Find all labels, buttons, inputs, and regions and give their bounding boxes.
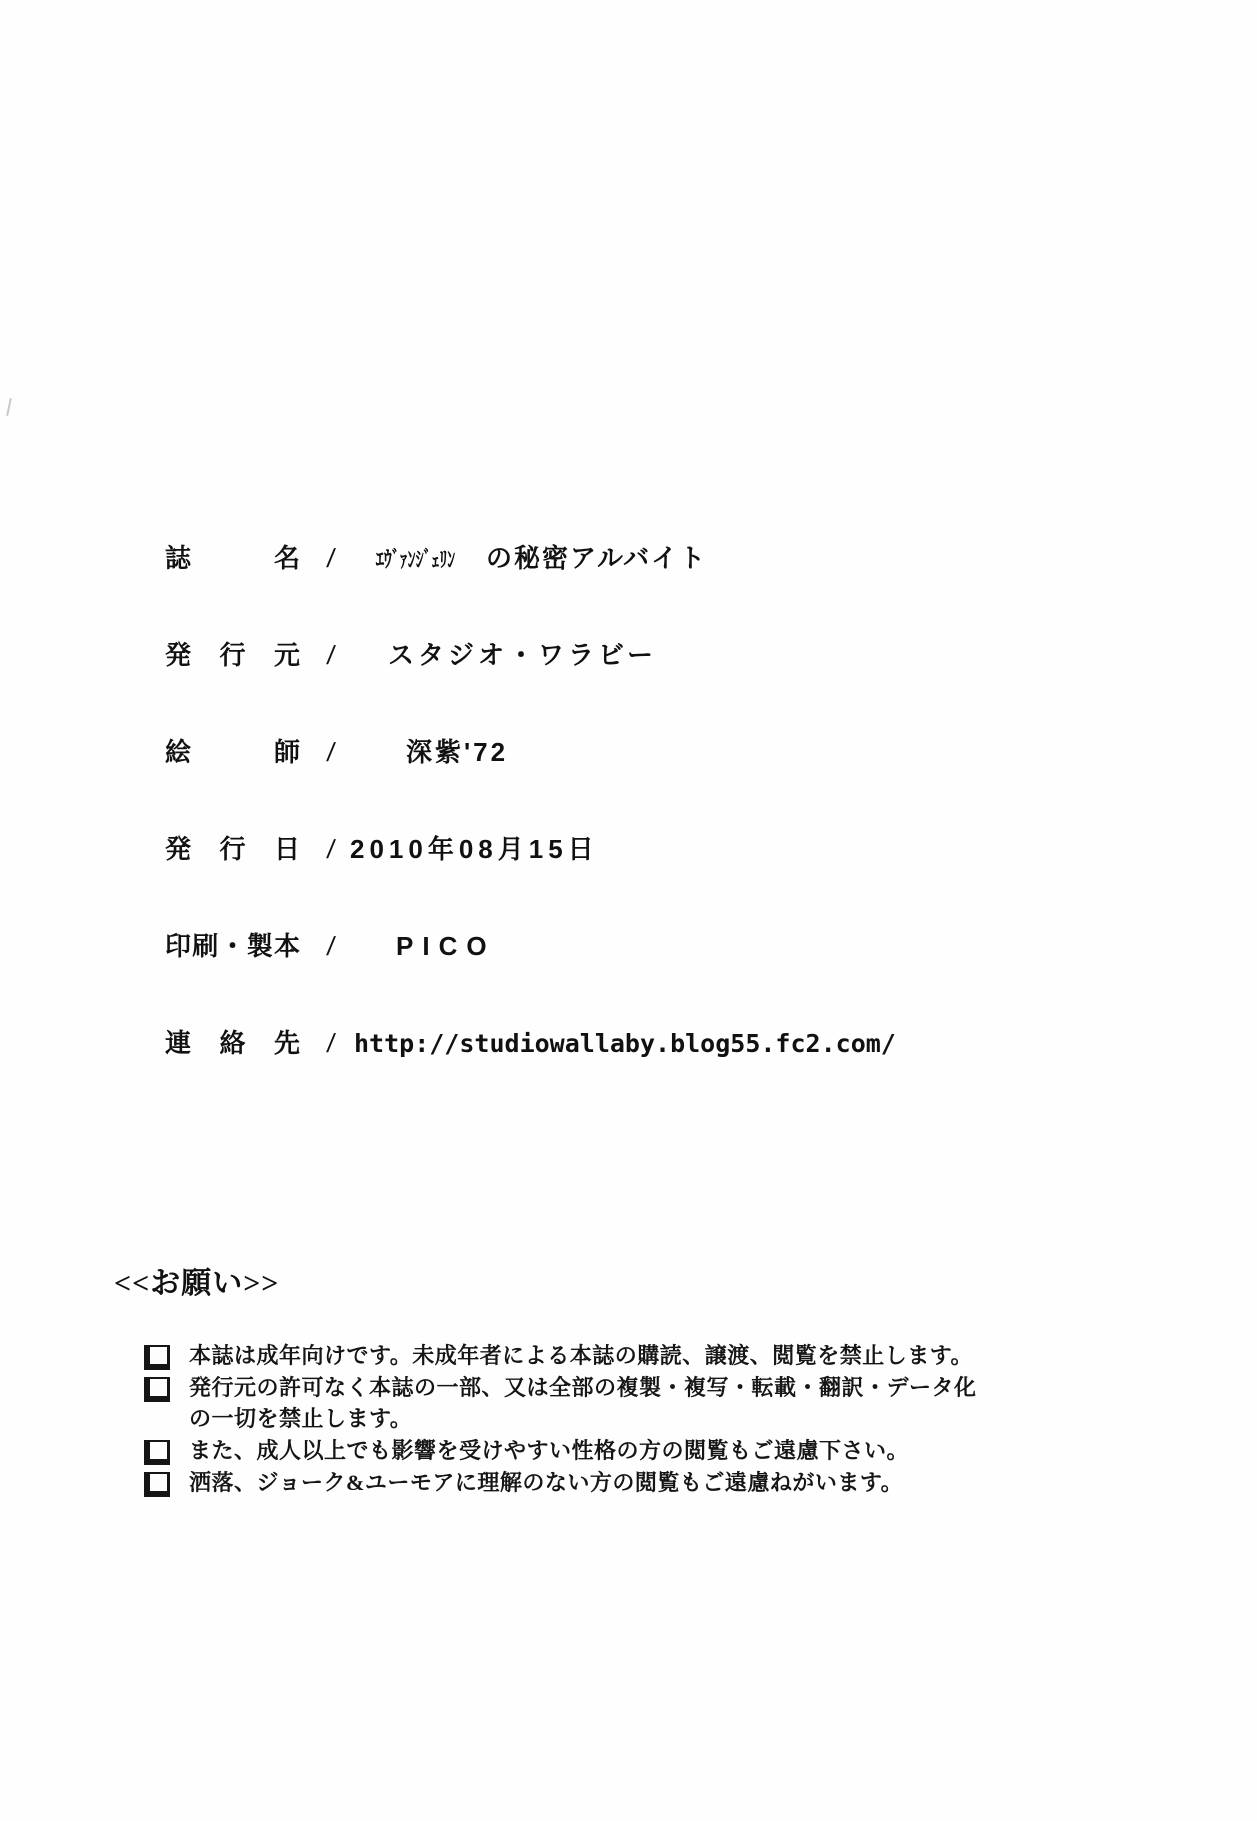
row-label: 印刷・製本 (165, 931, 300, 961)
row-separator: / (325, 737, 337, 767)
row-value-printer: PICO (396, 931, 496, 961)
scan-artifact (6, 398, 12, 416)
colophon-row-contact (165, 1023, 896, 1058)
checkbox-icon (144, 1377, 170, 1402)
notice-text (189, 1340, 973, 1371)
row-label: 発行日 (165, 834, 300, 864)
row-value-date: 2010年08月15日 (350, 834, 599, 864)
row-value-artist: 深紫'72 (406, 737, 509, 767)
notice-line: 本誌は成年向けです。未成年者による本誌の購読、譲渡、閲覧を禁止します。 (189, 1343, 973, 1368)
notice-item (144, 1467, 1144, 1498)
checkbox-icon (144, 1440, 170, 1465)
notice-line: 発行元の許可なく本誌の一部、又は全部の複製・複写・転載・翻訳・データ化 (189, 1375, 977, 1400)
row-value-publisher: スタジオ・ワラビー (388, 640, 657, 670)
row-label: 絵師 (165, 737, 300, 767)
notice-item (144, 1340, 1144, 1371)
checkbox-icon (144, 1345, 170, 1370)
notice-text (189, 1435, 909, 1466)
colophon-block (165, 538, 896, 1120)
notice-text (189, 1467, 903, 1498)
row-label: 連絡先 (165, 1028, 300, 1058)
notice-line: 洒落、ジョーク&ユーモアに理解のない方の閲覧もご遠慮ねがいます。 (189, 1470, 904, 1495)
row-value-contact-url: http://studiowallaby.blog55.fc2.com/ (354, 1029, 896, 1058)
row-label: 発行元 (165, 640, 300, 670)
checkbox-icon (144, 1472, 170, 1497)
colophon-row-title (165, 538, 896, 573)
colophon-row-publisher (165, 635, 896, 670)
notice-item (144, 1435, 1144, 1466)
notice-line: また、成人以上でも影響を受けやすい性格の方の閲覧もご遠慮下さい。 (189, 1438, 910, 1463)
notice-block (114, 1258, 1144, 1499)
notice-item (144, 1372, 1144, 1434)
colophon-row-printer (165, 926, 896, 961)
row-value-title-rest: の秘密アルバイト (486, 543, 708, 573)
row-label: 誌名 (165, 543, 300, 573)
colophon-row-artist (165, 732, 896, 767)
colophon-row-date (165, 829, 896, 864)
notice-line: の一切を禁止します。 (189, 1406, 413, 1431)
notice-text (189, 1372, 977, 1434)
row-separator: / (325, 931, 337, 961)
row-value-title (376, 538, 707, 575)
row-separator: / (325, 1028, 337, 1058)
notice-heading: <<お願い>> (114, 1267, 280, 1300)
row-separator: / (325, 640, 337, 670)
row-value-title-small: ｴｳﾞｧﾝｼﾞｪﾘﾝ (376, 547, 456, 572)
row-separator: / (325, 834, 337, 864)
row-separator: / (325, 543, 337, 573)
